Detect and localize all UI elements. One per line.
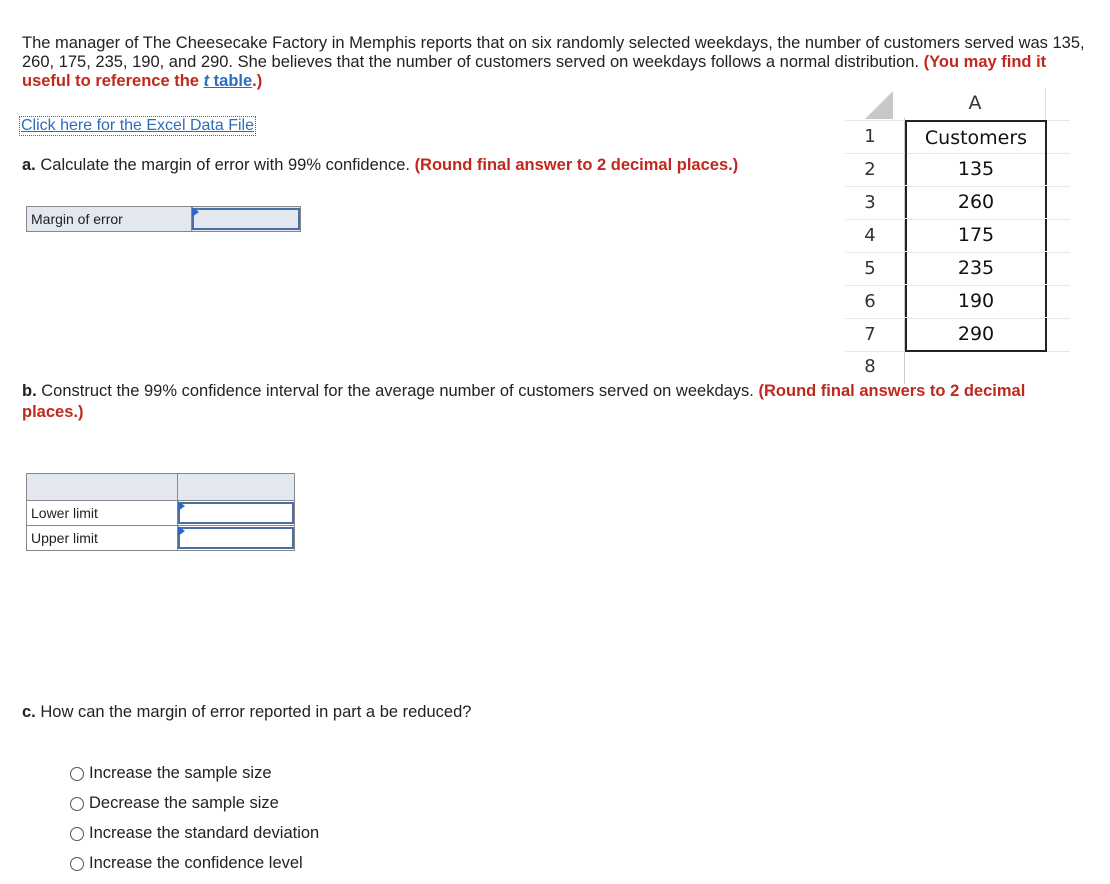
excel-data-file-link[interactable]: Click here for the Excel Data File bbox=[21, 117, 254, 134]
problem-statement bbox=[22, 34, 1092, 91]
table-row bbox=[27, 207, 301, 232]
margin-of-error-label: Margin of error bbox=[27, 207, 192, 232]
table-row bbox=[27, 501, 295, 526]
column-header-a: A bbox=[905, 88, 1046, 120]
cell-header-customers: Customers bbox=[905, 120, 1047, 154]
part-b-text: Construct the 99% confidence interval for the average number of customers served on weekdays. bbox=[41, 382, 754, 400]
part-a-label: a. bbox=[22, 156, 36, 174]
cell-value: 235 bbox=[905, 252, 1047, 284]
part-c-question bbox=[22, 702, 822, 723]
excel-data-preview bbox=[845, 88, 1075, 378]
row-number: 7 bbox=[864, 324, 876, 345]
part-b-label: b. bbox=[22, 382, 37, 400]
option-decrease-sample-size[interactable] bbox=[70, 794, 279, 813]
header-cell bbox=[27, 474, 178, 501]
row-number: 4 bbox=[864, 225, 876, 246]
cell-value: 135 bbox=[905, 153, 1047, 185]
radio-button[interactable] bbox=[70, 857, 84, 871]
t-table-link[interactable]: t table bbox=[203, 72, 253, 90]
part-c-label: c. bbox=[22, 703, 36, 721]
margin-of-error-cell bbox=[192, 207, 301, 232]
radio-button[interactable] bbox=[70, 827, 84, 841]
option-label: Increase the standard deviation bbox=[89, 824, 320, 842]
radio-button[interactable] bbox=[70, 767, 84, 781]
row-number: 3 bbox=[864, 192, 876, 213]
part-a-instruction: (Round final answer to 2 decimal places.) bbox=[414, 156, 739, 174]
table-header-row bbox=[27, 474, 295, 501]
row-number: 6 bbox=[864, 291, 876, 312]
select-all-corner-icon bbox=[865, 91, 893, 119]
upper-limit-label: Upper limit bbox=[27, 526, 178, 551]
radio-button[interactable] bbox=[70, 797, 84, 811]
answer-marker-icon bbox=[178, 526, 185, 536]
row-number: 8 bbox=[864, 356, 876, 374]
upper-limit-cell bbox=[178, 526, 295, 551]
option-label: Increase the sample size bbox=[89, 764, 272, 782]
margin-of-error-table bbox=[26, 206, 301, 232]
problem-text: The manager of The Cheesecake Factory in Memphis reports that on six randomly selected weekdays, the number of customers served was 135, 260, 175, 235, 190, and 290. She believes that the number of customers served on weekdays follows a normal distribution. bbox=[22, 34, 1085, 71]
row-number: 1 bbox=[864, 126, 876, 147]
part-a-question bbox=[22, 155, 832, 176]
option-label: Increase the confidence level bbox=[89, 854, 303, 872]
lower-limit-label: Lower limit bbox=[27, 501, 178, 526]
row-number: 5 bbox=[864, 258, 876, 279]
answer-marker-icon bbox=[178, 501, 185, 511]
margin-of-error-input[interactable] bbox=[192, 208, 300, 230]
option-label: Decrease the sample size bbox=[89, 794, 279, 812]
part-b-instruction: (Round final answers to 2 decimal places.) bbox=[22, 382, 1026, 421]
cell-value: 175 bbox=[905, 219, 1047, 251]
confidence-interval-table bbox=[26, 473, 295, 551]
cell-value: 190 bbox=[905, 285, 1047, 317]
option-increase-confidence-level[interactable] bbox=[70, 854, 303, 873]
option-increase-standard-deviation[interactable] bbox=[70, 824, 319, 843]
hint-text: (You may find it useful to reference the t table.) bbox=[22, 53, 1047, 90]
lower-limit-cell bbox=[178, 501, 295, 526]
answer-marker-icon bbox=[192, 207, 199, 217]
table-row bbox=[27, 526, 295, 551]
cell-value: 260 bbox=[905, 186, 1047, 218]
lower-limit-input[interactable] bbox=[178, 502, 294, 524]
upper-limit-input[interactable] bbox=[178, 527, 294, 549]
part-a-text: Calculate the margin of error with 99% confidence. bbox=[40, 156, 410, 174]
cell-value: 290 bbox=[905, 318, 1047, 352]
row-number: 2 bbox=[864, 159, 876, 180]
header-cell bbox=[178, 474, 295, 501]
option-increase-sample-size[interactable] bbox=[70, 764, 272, 783]
part-b-question bbox=[22, 381, 1082, 423]
part-c-text: How can the margin of error reported in part a be reduced? bbox=[40, 703, 472, 721]
